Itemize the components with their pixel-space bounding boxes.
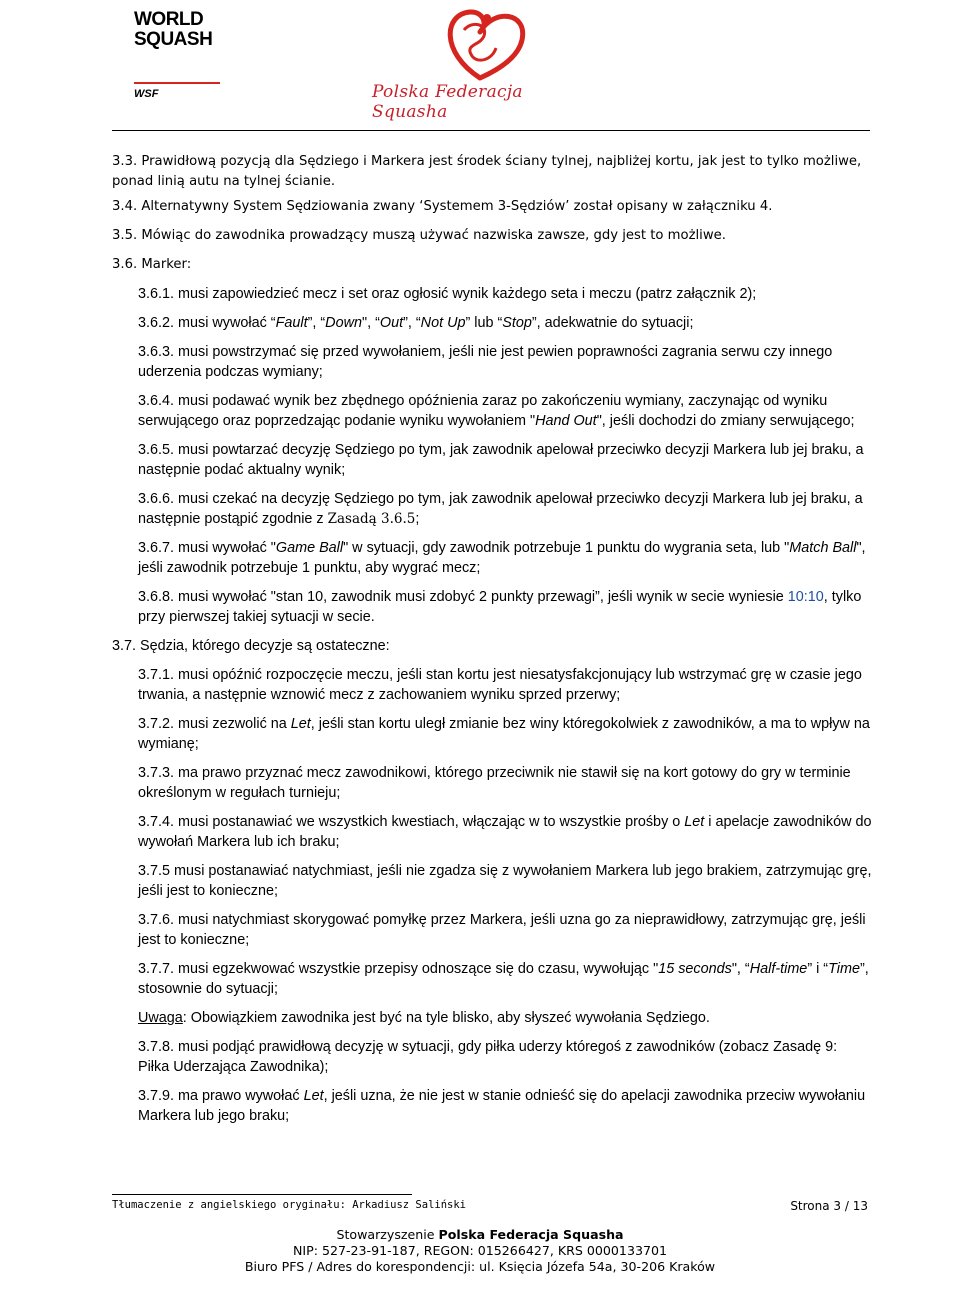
- section-number: 3.4.: [112, 199, 138, 214]
- item-number: 3.6.3.: [138, 344, 175, 360]
- paragraph-text: Sędzia, którego decyzje są ostateczne:: [136, 638, 390, 654]
- item-text: , jeśli uzna, że nie jest w stanie odnieść się do apelacji zawodnika przeciw wywołaniu Markera lub jego braku;: [138, 1088, 866, 1124]
- wsf-logo-abbr: WSF: [134, 88, 159, 100]
- item-number: 3.7.9.: [138, 1088, 175, 1104]
- item-text: ", jeśli dochodzi do zmiany serwującego;: [596, 413, 855, 429]
- item-text: musi egzekwować wszystkie przepisy odnoszące się do czasu, wywołując ": [174, 961, 659, 977]
- item-text: " w sytuacji, gdy zawodnik potrzebuje 1 punktu do wygrania seta, lub ": [343, 540, 790, 556]
- item-number: 3.7.7.: [138, 961, 175, 977]
- paragraph-3-6: [112, 255, 872, 275]
- item-3-6-7: [138, 538, 872, 578]
- item-text: musi wywołać "stan 10, zawodnik musi zdobyć 2 punkty przewagi”, jeśli wynik w secie wyniesie: [174, 589, 788, 605]
- item-3-7-9: [138, 1086, 872, 1126]
- note-label: Uwaga: [138, 1010, 183, 1026]
- term-let: Let: [290, 716, 311, 732]
- item-text: musi natychmiast skorygować pomyłkę przez Markera, jeśli uzna go za nieprawidłowy, zatrzymując grę, jeśli jest to konieczne;: [138, 912, 866, 948]
- item-number: 3.6.4.: [138, 393, 175, 409]
- footer-org-line: [0, 1227, 960, 1243]
- paragraph-text: Mówiąc do zawodnika prowadzący muszą używać nazwiska zawsze, gdy jest to możliwe.: [137, 228, 726, 243]
- section-number: 3.7.: [112, 638, 137, 654]
- item-3-7-1: [138, 665, 872, 705]
- item-3-7-7: [138, 959, 872, 999]
- item-number: 3.7.6.: [138, 912, 175, 928]
- item-text: ", jeśli zawodnik potrzebuje 1 punktu, aby wygrać mecz;: [138, 540, 866, 576]
- item-text: ", “: [731, 961, 750, 977]
- item-3-7-8: [138, 1037, 872, 1077]
- item-text: musi wywołać ": [174, 540, 276, 556]
- term-down: Down: [325, 315, 362, 331]
- item-text: ” lub “: [465, 315, 503, 331]
- paragraph-text: Alternatywny System Sędziowania zwany ‘Systemem 3-Sędziów’ został opisany w załączniku 4.: [137, 199, 773, 214]
- term-half-time: Half-time: [749, 961, 808, 977]
- item-text: musi podawać wynik bez zbędnego opóźnienia zaraz po zakończeniu wymiany, zaczynając od wyniku serwującego oraz poprzedzając podanie wyniku wywołaniem ": [138, 393, 828, 429]
- item-3-7-2: [138, 714, 872, 754]
- term-15-seconds: 15 seconds: [658, 961, 732, 977]
- item-number: 3.6.7.: [138, 540, 175, 556]
- term-out: Out: [379, 315, 404, 331]
- term-let: Let: [303, 1088, 324, 1104]
- paragraph-text: Marker:: [137, 257, 192, 272]
- item-3-7-4: [138, 812, 872, 852]
- footer-org-name: Polska Federacja Squasha: [438, 1227, 624, 1242]
- pfs-logo-name: Polska Federacja Squasha: [372, 82, 523, 122]
- rule-reference: Zasadą 3.6.5: [327, 511, 416, 527]
- item-number: 3.6.5.: [138, 442, 175, 458]
- item-text: ma prawo przyznać mecz zawodnikowi, którego przeciwnik nie stawił się na kort gotowy do gry w terminie określonym w regułach turnieju;: [138, 765, 851, 801]
- section-number: 3.5.: [112, 228, 138, 243]
- item-3-6-5: [138, 440, 872, 480]
- item-3-6-2: [138, 313, 872, 333]
- item-text: musi powstrzymać się przed wywołaniem, jeśli nie jest pewien poprawności zagrania serwu czy innego uderzenia podczas wymiany;: [138, 344, 833, 380]
- item-text: , jeśli stan kortu uległ zmianie bez winy któregokolwiek z zawodników, a ma to wpływ na wymianę;: [138, 716, 870, 752]
- item-3-6-1: [138, 284, 872, 304]
- term-match-ball: Match Ball: [789, 540, 857, 556]
- score-value: 10:10: [787, 589, 824, 605]
- term-fault: Fault: [275, 315, 308, 331]
- item-number: 3.6.2.: [138, 315, 175, 331]
- item-text: ;: [415, 511, 420, 527]
- document-body: [112, 152, 872, 1135]
- term-hand-out: Hand Out: [535, 413, 597, 429]
- item-text: musi postanawiać natychmiast, jeśli nie zgadza się z wywołaniem Markera lub jego brakiem, zatrzymując grę, jeśli jest to konieczne;: [138, 863, 872, 899]
- item-3-6-4: [138, 391, 872, 431]
- item-3-7-6: [138, 910, 872, 950]
- term-game-ball: Game Ball: [275, 540, 344, 556]
- section-number: 3.6.: [112, 257, 138, 272]
- item-text: ”, “: [307, 315, 326, 331]
- item-text: musi czekać na decyzję Sędziego po tym, jak zawodnik apelował przeciwko decyzji Markera lub jej braku, a następnie postąpić zgodnie z: [138, 491, 863, 527]
- item-number: 3.7.3.: [138, 765, 175, 781]
- item-text: musi podjąć prawidłową decyzję w sytuacji, gdy piłka uderzy któregoś z zawodników (zobacz Zasadę 9: Piłka Uderzająca Zawodnika);: [138, 1039, 838, 1075]
- page-number: Strona 3 / 13: [790, 1199, 868, 1213]
- section-number: 3.3.: [112, 154, 138, 169]
- item-text: ma prawo wywołać: [174, 1088, 304, 1104]
- item-3-7-3: [138, 763, 872, 803]
- footer-org-prefix: Stowarzyszenie: [336, 1227, 439, 1242]
- item-text: musi wywołać “: [174, 315, 276, 331]
- translator-credit: Tłumaczenie z angielskiego oryginału: Arkadiusz Saliński: [112, 1199, 467, 1211]
- item-text: ” i “: [807, 961, 829, 977]
- footer-divider: [112, 1194, 412, 1195]
- paragraph-3-5: [112, 226, 872, 246]
- item-number: 3.7.8.: [138, 1039, 175, 1055]
- item-text: musi postanawiać we wszystkich kwestiach, włączając w to wszystkie prośby o: [174, 814, 685, 830]
- item-number: 3.7.2.: [138, 716, 175, 732]
- footer-ids: NIP: 527-23-91-187, REGON: 015266427, KRS 0000133701: [292, 1243, 668, 1258]
- item-number: 3.6.1.: [138, 286, 175, 302]
- item-text: i apelacje zawodników do wywołań Markera lub ich braku;: [138, 814, 872, 850]
- item-number: 3.7.5: [138, 863, 171, 879]
- footer-address: Biuro PFS / Adres do korespondencji: ul. Księcia Józefa 54a, 30-206 Kraków: [244, 1259, 716, 1274]
- wsf-logo-bar: [134, 82, 220, 84]
- term-let: Let: [684, 814, 705, 830]
- item-3-6-6: [138, 489, 872, 529]
- paragraph-3-3: [112, 152, 872, 192]
- paragraph-3-7: [112, 636, 872, 656]
- header-divider: [112, 130, 870, 131]
- paragraph-text: Prawidłową pozycją dla Sędziego i Markera jest środek ściany tylnej, najbliżej kortu, jak jest to tylko możliwe, ponad linią autu na tylnej ścianie.: [112, 154, 862, 189]
- item-text: ”, stosownie do sytuacji;: [138, 961, 869, 997]
- world-squash-logo: [134, 10, 234, 102]
- item-3-6-8: [138, 587, 872, 627]
- item-number: 3.6.6.: [138, 491, 175, 507]
- term-time: Time: [828, 961, 860, 977]
- item-text: musi zezwolić na: [174, 716, 291, 732]
- term-stop: Stop: [502, 315, 532, 331]
- item-text: ", “: [361, 315, 380, 331]
- item-number: 3.7.4.: [138, 814, 175, 830]
- note-text: : Obowiązkiem zawodnika jest być na tyle blisko, aby słyszeć wywołania Sędziego.: [182, 1010, 710, 1026]
- page-header: [0, 0, 960, 130]
- item-text: musi zapowiedzieć mecz i set oraz ogłosić wynik każdego seta i meczu (patrz załącznik 2);: [174, 286, 757, 302]
- paragraph-3-4: [112, 197, 872, 217]
- item-text: , tylko przy pierwszej takiej sytuacji w secie.: [138, 589, 862, 625]
- footer-organization: [0, 1227, 960, 1275]
- item-text: musi powtarzać decyzję Sędziego po tym, jak zawodnik apelował przeciwko decyzji Markera lub jej braku, a następnie podać aktualny wynik;: [138, 442, 864, 478]
- item-text: musi opóźnić rozpoczęcie meczu, jeśli stan kortu jest niesatysfakcjonujący lub wstrzymać grę w czasie jego trwania, a następnie wznowić mecz z zachowaniem wyniku sprzed przerwy;: [138, 667, 862, 703]
- item-text: ”, adekwatnie do sytuacji;: [531, 315, 694, 331]
- note-uwaga: [138, 1008, 872, 1028]
- wsf-logo-line1: WORLD: [134, 9, 204, 30]
- item-number: 3.7.1.: [138, 667, 175, 683]
- wsf-logo-line2: SQUASH: [134, 29, 213, 50]
- item-number: 3.6.8.: [138, 589, 175, 605]
- item-text: ”, “: [403, 315, 421, 331]
- item-3-7-5: [138, 861, 872, 901]
- item-3-6-3: [138, 342, 872, 382]
- term-not-up: Not Up: [420, 315, 466, 331]
